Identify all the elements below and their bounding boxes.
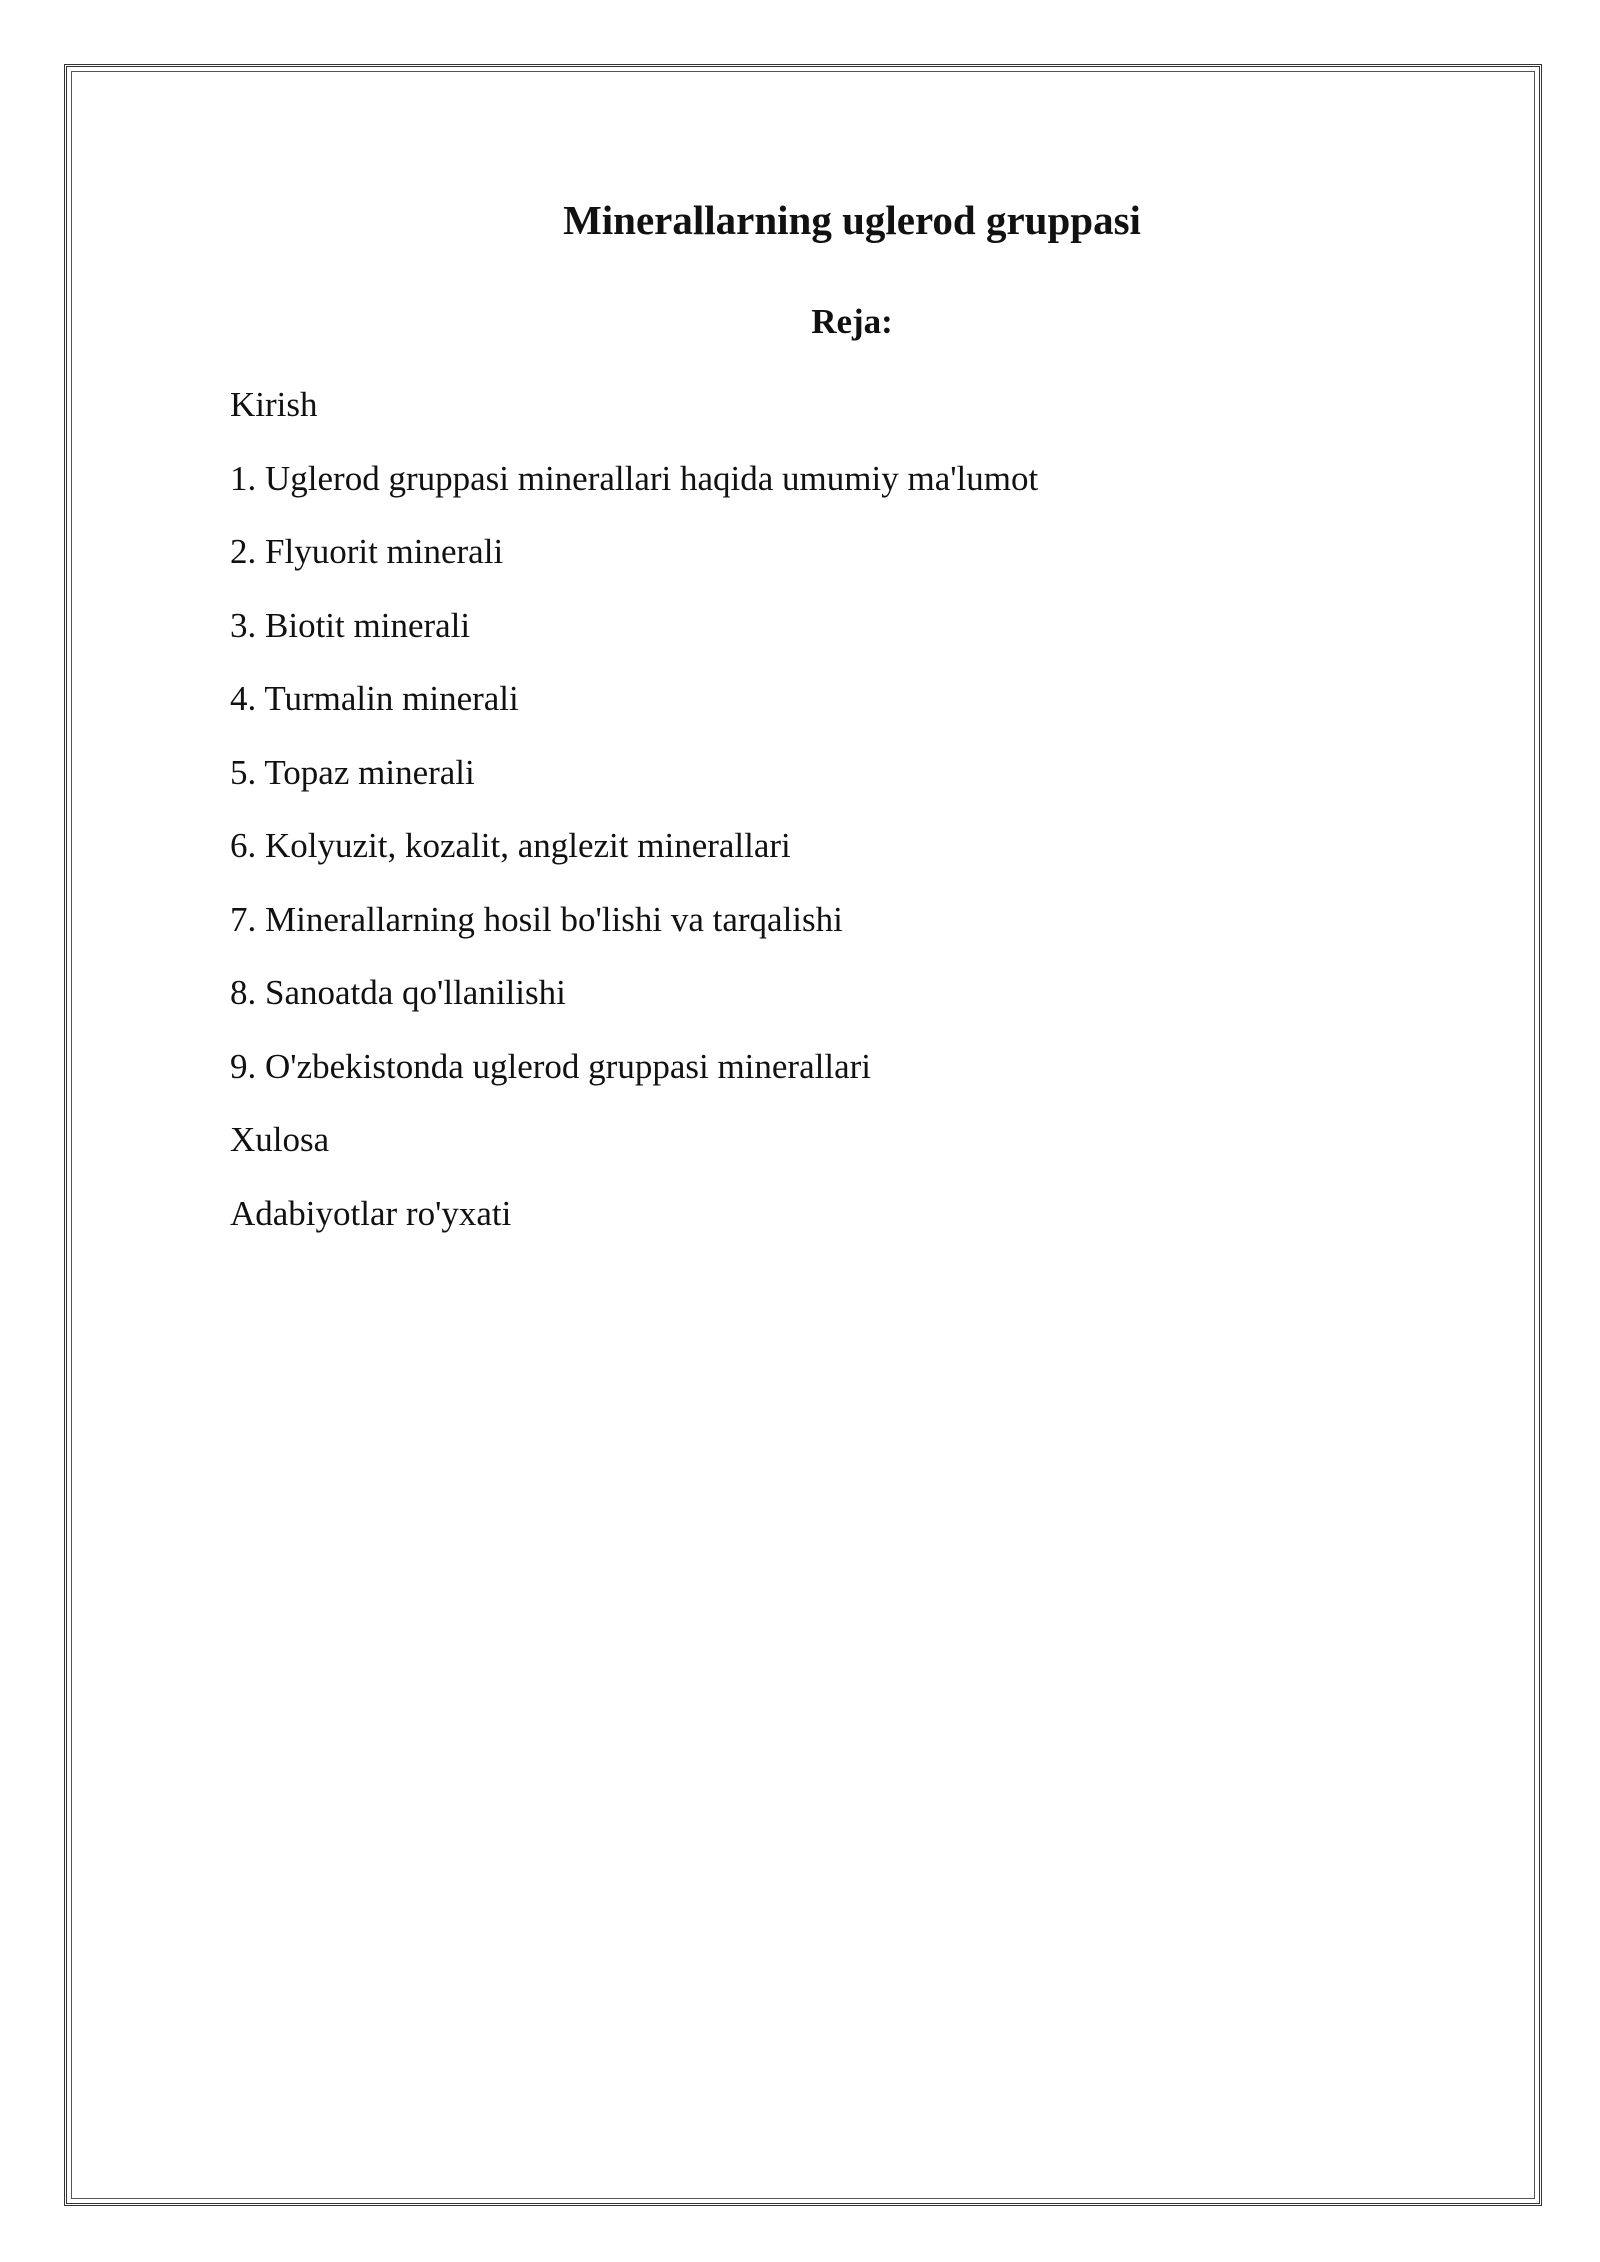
plan-item-7: 7. Minerallarning hosil bo'lishi va tarqalishi: [230, 899, 843, 939]
plan-item-references: Adabiyotlar ro'yxati: [230, 1193, 512, 1233]
plan-item-9: 9. O'zbekistonda uglerod gruppasi minerallari: [230, 1046, 871, 1086]
plan-heading: Reja:: [811, 302, 893, 341]
plan-item-1: 1. Uglerod gruppasi minerallari haqida umumiy ma'lumot: [230, 458, 1039, 498]
plan-item-conclusion: Xulosa: [230, 1120, 330, 1159]
document-title: Minerallarning uglerod gruppasi: [563, 197, 1141, 243]
plan-item-2: 2. Flyuorit minerali: [230, 532, 504, 571]
plan-item-6: 6. Kolyuzit, kozalit, anglezit minerallari: [230, 826, 791, 865]
plan-list: [230, 380, 1038, 1262]
plan-item-4: 4. Turmalin minerali: [230, 679, 519, 718]
plan-item-8: 8. Sanoatda qo'llanilishi: [230, 973, 566, 1012]
plan-item-intro: Kirish: [230, 385, 318, 424]
plan-item-3: 3. Biotit minerali: [230, 605, 471, 645]
plan-item-5: 5. Topaz minerali: [230, 752, 475, 792]
